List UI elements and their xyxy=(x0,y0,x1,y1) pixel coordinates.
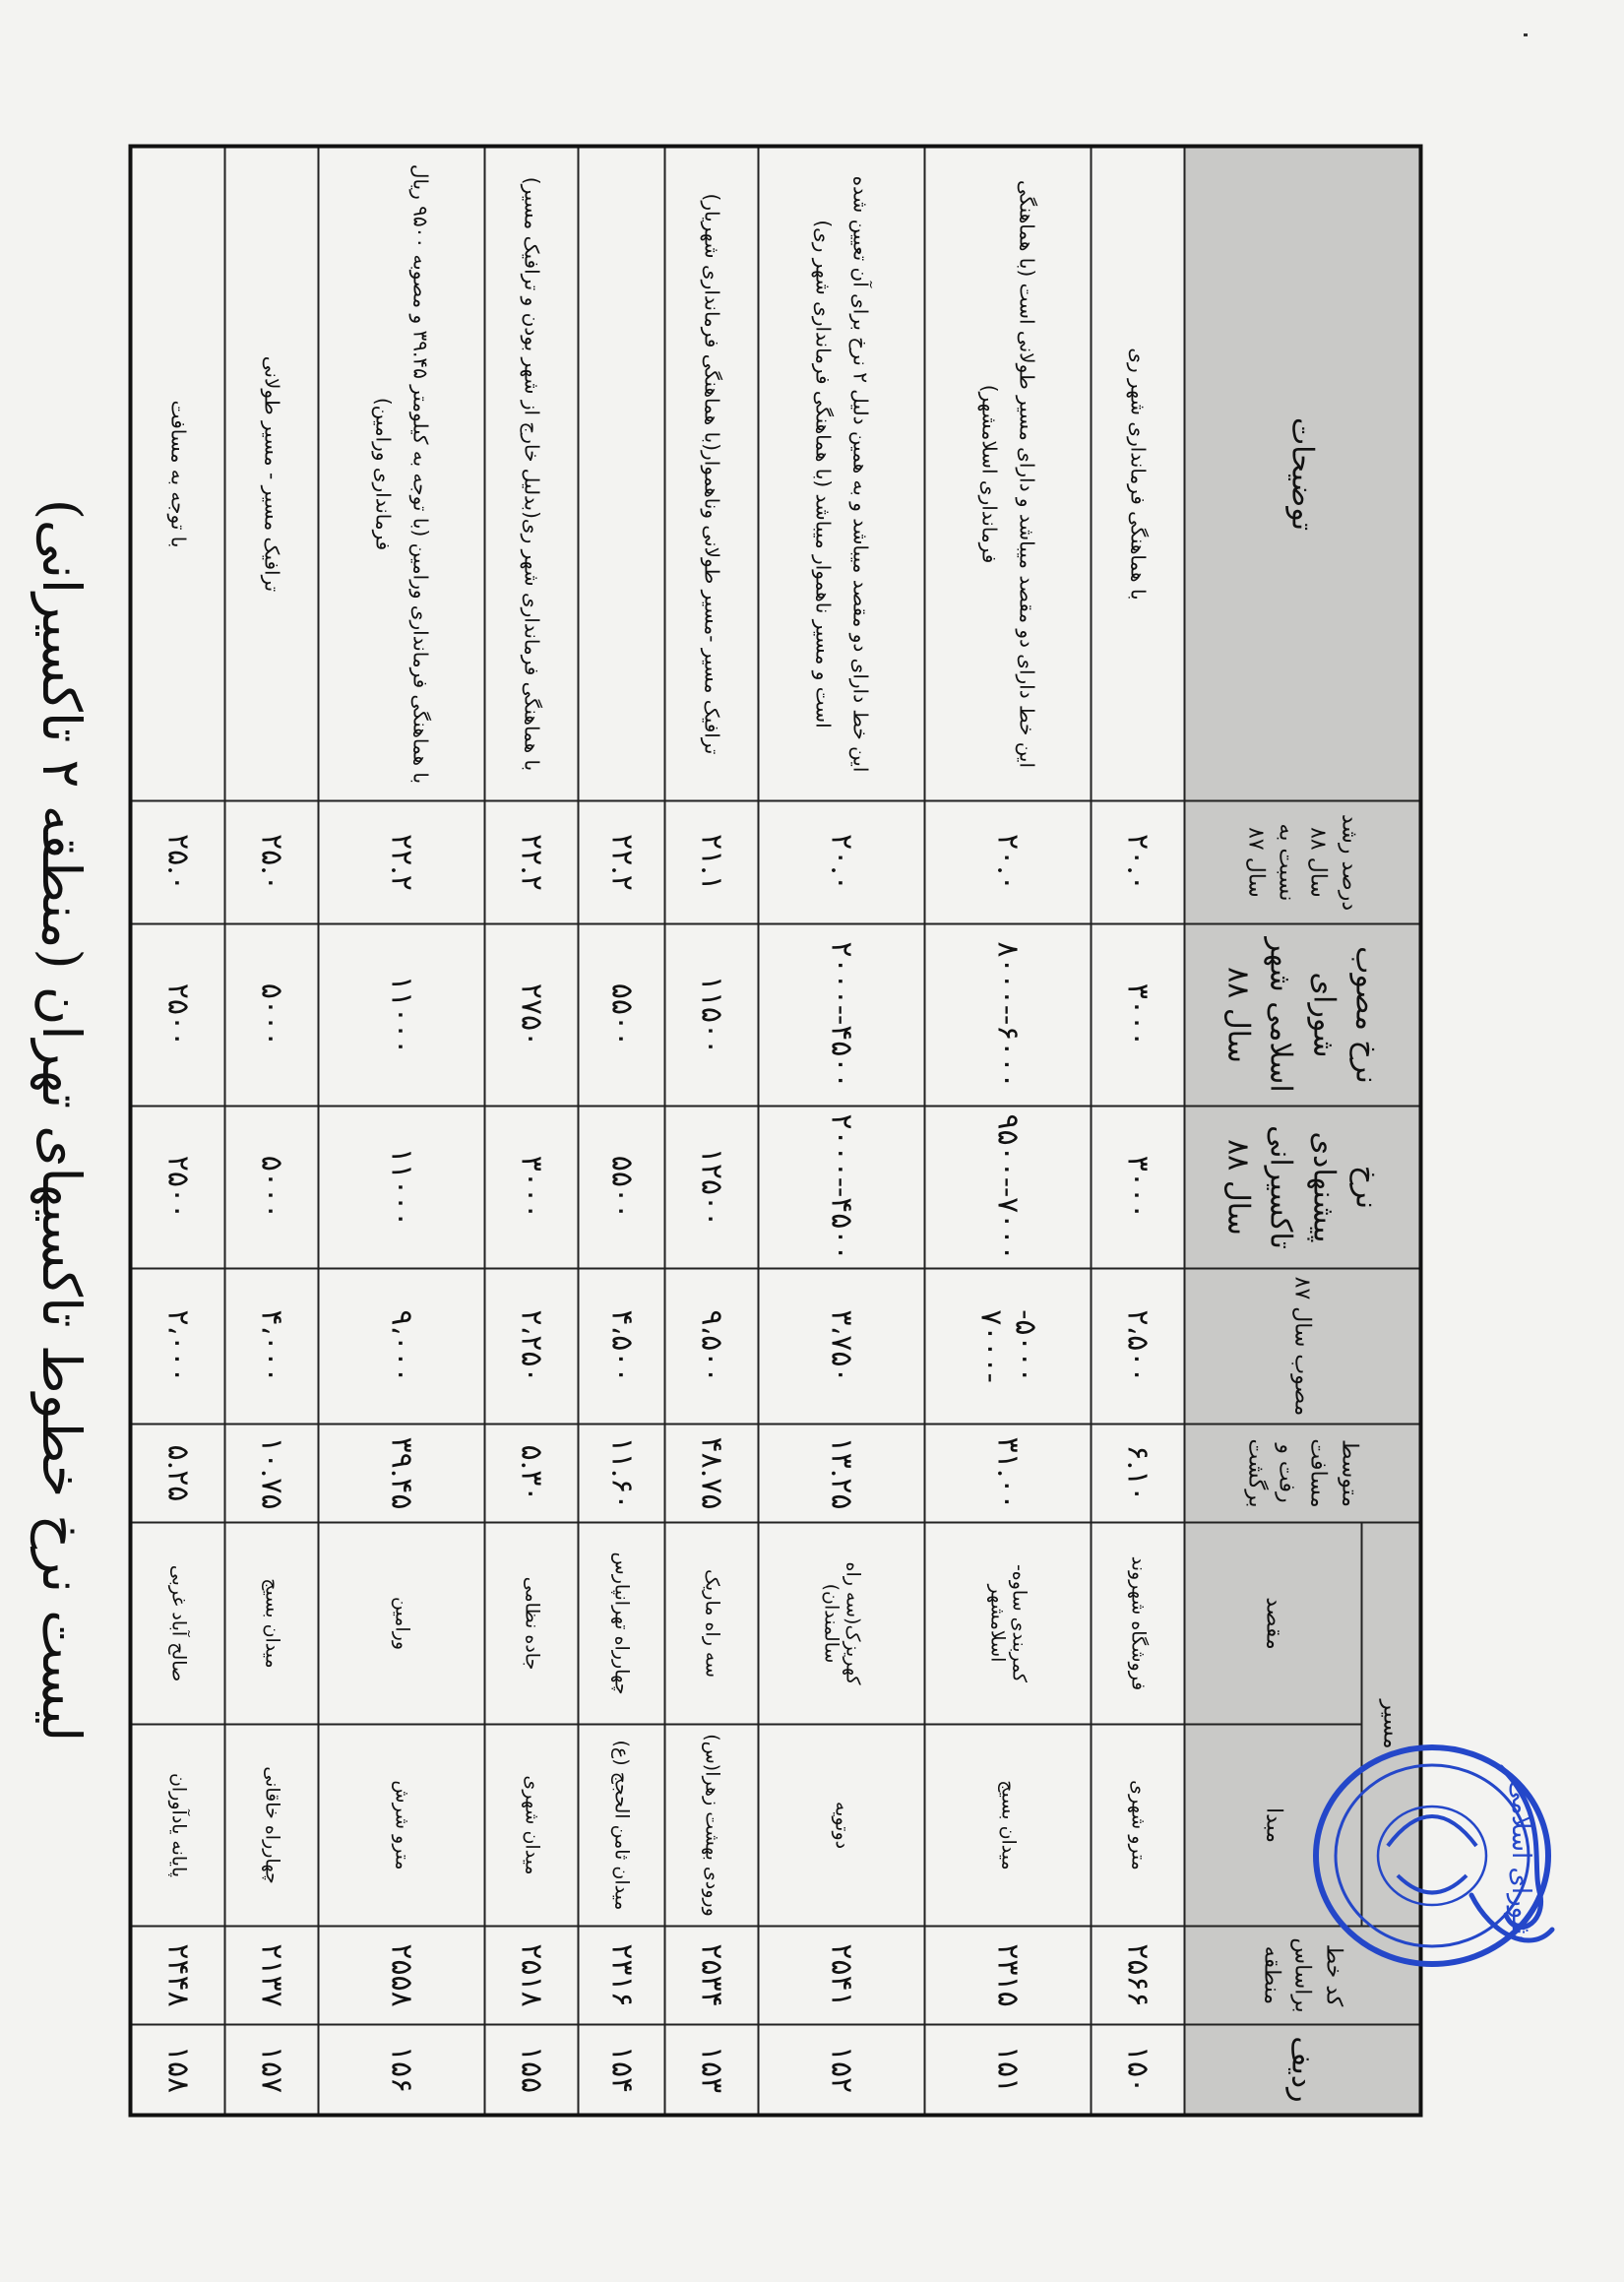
cell-approved-88: ۲۵۰۰ xyxy=(130,923,224,1106)
cell-origin: میدان شهری xyxy=(484,1724,578,1926)
cell-origin: میدان ثامن الحجج (ع) xyxy=(578,1724,665,1926)
cell-origin: میدان بسیج xyxy=(924,1724,1091,1926)
header-proposed-88: نرخ پیشنهادی تاکسیرانی سال ۸۸ xyxy=(1184,1106,1420,1268)
cell-line-code: ۲۵۱۸ xyxy=(484,1926,578,2024)
cell-origin: مترو شهری xyxy=(1092,1724,1185,1926)
cell-notes: این خط دارای دو مقصد میباشد و دارای مسیر طولانی است (با هماهنگی فرمانداری اسلامشهر) xyxy=(924,146,1091,800)
cell-destination: کهریزک(سه راه سالمندان) xyxy=(758,1522,924,1724)
cell-origin: دوتویه xyxy=(758,1724,924,1926)
cell-growth: ۲۲.۲ xyxy=(578,800,665,923)
cell-rate-87: ۲،۲۵۰ xyxy=(484,1268,578,1424)
table-container xyxy=(128,148,1422,2117)
header-approved-88: نرخ مصوب شورای اسلامی شهر سال ۸۸ xyxy=(1184,923,1420,1106)
cell-row-number: ۱۵۰ xyxy=(1092,2024,1185,2115)
cell-proposed-88: ۱۲۵۰۰ xyxy=(664,1106,758,1268)
cell-rate-87: ۳،۷۵۰ xyxy=(758,1268,924,1424)
cell-distance: ۳۹.۴۵ xyxy=(318,1424,484,1522)
cell-line-code: ۲۵۳۴ xyxy=(664,1926,758,2024)
cell-row-number: ۱۵۸ xyxy=(130,2024,224,2115)
cell-line-code: ۲۱۳۷ xyxy=(224,1926,318,2024)
cell-rate-87: ۲،۵۰۰ xyxy=(1092,1268,1185,1424)
cell-line-code: ۲۵۴۱ xyxy=(758,1926,924,2024)
cell-growth: ۲۵.۰ xyxy=(130,800,224,923)
cell-notes: با هماهنگی فرمانداری ورامین (با توجه به کیلومتر ۳۹.۴۵ و مصوبه ۹۵۰۰ ریال فرمانداری ورامین) xyxy=(318,146,484,800)
table-row xyxy=(924,146,1091,2115)
cell-distance: ۱۱.۶۰ xyxy=(578,1424,665,1522)
cell-approved-88: ۱۱۵۰۰ xyxy=(664,923,758,1106)
cell-notes: با هماهنگی فرمانداری شهر ری xyxy=(1092,146,1185,800)
table-row xyxy=(318,146,484,2115)
stamp-label: شورای اسلامی xyxy=(1506,1780,1535,1941)
cell-proposed-88: ۱۱۰۰۰ xyxy=(318,1106,484,1268)
header-row-number: ردیف xyxy=(1184,2024,1420,2115)
cell-row-number: ۱۵۶ xyxy=(318,2024,484,2115)
cell-line-code: ۲۴۴۸ xyxy=(130,1926,224,2024)
cell-destination: کمربندی ساوه-اسلامشهر xyxy=(924,1522,1091,1724)
cell-origin: پایانه یادآوران xyxy=(130,1724,224,1926)
cell-notes: این خط دارای دو مقصد میباشد و به همین دلیل ۲ نرخ برای آن تعیین شده است و مسیر ناهموار میباشد (با هماهنگی فرمانداری شهر ری) xyxy=(758,146,924,800)
header-destination: مقصد xyxy=(1184,1522,1361,1724)
cell-proposed-88: ۴۵۰۰--۲۰۰۰ xyxy=(758,1106,924,1268)
cell-destination: جاده نظامی xyxy=(484,1522,578,1724)
cell-destination: میدان بسیج xyxy=(224,1522,318,1724)
cell-line-code: ۲۵۶۶ xyxy=(1092,1926,1185,2024)
cell-approved-88: ۱۱۰۰۰ xyxy=(318,923,484,1106)
cell-rate-87: ۹،۰۰۰ xyxy=(318,1268,484,1424)
cell-proposed-88: ۵۵۰۰ xyxy=(578,1106,665,1268)
cell-line-code: ۲۳۱۵ xyxy=(924,1926,1091,2024)
header-line-code: کد خط براساس منطقه xyxy=(1184,1926,1420,2024)
cell-growth: ۲۱.۱ xyxy=(664,800,758,923)
header-rate-87: مصوب سال ۸۷ xyxy=(1184,1268,1420,1424)
cell-proposed-88: ۷۰۰۰--۹۵۰۰ xyxy=(924,1106,1091,1268)
header-notes: توضیحات xyxy=(1184,146,1420,800)
header-origin: مبدا xyxy=(1184,1724,1361,1926)
table-row xyxy=(130,146,224,2115)
cell-notes xyxy=(578,146,665,800)
header-route: مسیر xyxy=(1361,1522,1420,1926)
cell-origin: مترو شرش xyxy=(318,1724,484,1926)
cell-line-code: ۲۳۱۶ xyxy=(578,1926,665,2024)
page-title: لیست نرخ خطوط تاکسیهای تهران (منطقه ۲ تاکسیرانی) xyxy=(31,498,93,1743)
cell-notes: ترافیک مسیر -مسیر طولانی وناهموار(با هماهنگی فرمانداری شهریار) xyxy=(664,146,758,800)
cell-origin: چهارراه خاقانی xyxy=(224,1724,318,1926)
cell-rate-87: ۲،۰۰۰ xyxy=(130,1268,224,1424)
table-body xyxy=(130,146,1184,2115)
scan-speck xyxy=(1524,33,1528,36)
cell-approved-88: ۴۵۰۰--۲۰۰۰ xyxy=(758,923,924,1106)
cell-growth: ۲۵.۰ xyxy=(224,800,318,923)
cell-distance: ۱۳.۲۵ xyxy=(758,1424,924,1522)
cell-proposed-88: ۲۵۰۰ xyxy=(130,1106,224,1268)
cell-proposed-88: ۳۰۰۰ xyxy=(1092,1106,1185,1268)
cell-notes: ترافیک مسیر - مسیر طولانی xyxy=(224,146,318,800)
cell-row-number: ۱۵۷ xyxy=(224,2024,318,2115)
rates-table xyxy=(128,144,1422,2117)
cell-growth: ۲۲.۲ xyxy=(484,800,578,923)
cell-proposed-88: ۵۰۰۰ xyxy=(224,1106,318,1268)
cell-approved-88: ۲۷۵۰ xyxy=(484,923,578,1106)
cell-approved-88: ۵۰۰۰ xyxy=(224,923,318,1106)
cell-destination: چهارراه تهرانپارس xyxy=(578,1522,665,1724)
cell-approved-88: ۶۰۰۰--۸۰۰۰ xyxy=(924,923,1091,1106)
cell-distance: ۳۱.۰۰ xyxy=(924,1424,1091,1522)
cell-growth: ۲۲.۲ xyxy=(318,800,484,923)
cell-distance: ۴۸.۷۵ xyxy=(664,1424,758,1522)
cell-row-number: ۱۵۳ xyxy=(664,2024,758,2115)
cell-growth: ۲۰.۰ xyxy=(924,800,1091,923)
table-row xyxy=(1092,146,1185,2115)
cell-approved-88: ۳۰۰۰ xyxy=(1092,923,1185,1106)
header-growth: درصد رشد سال ۸۸ نسبت به سال ۸۷ xyxy=(1184,800,1420,923)
cell-destination: صالح آباد غربی xyxy=(130,1522,224,1724)
cell-rate-87: ۴،۵۰۰ xyxy=(578,1268,665,1424)
table-row xyxy=(484,146,578,2115)
cell-distance: ۶.۱۰ xyxy=(1092,1424,1185,1522)
table-row xyxy=(758,146,924,2115)
cell-destination: سه راه ماریک xyxy=(664,1522,758,1724)
cell-proposed-88: ۳۰۰۰ xyxy=(484,1106,578,1268)
cell-rate-87: ۴،۰۰۰ xyxy=(224,1268,318,1424)
cell-distance: ۵.۳۰ xyxy=(484,1424,578,1522)
table-row xyxy=(224,146,318,2115)
cell-rate-87: ۵۰۰۰--۷۰۰۰ xyxy=(924,1268,1091,1424)
cell-destination: ورامین xyxy=(318,1522,484,1724)
cell-approved-88: ۵۵۰۰ xyxy=(578,923,665,1106)
cell-row-number: ۱۵۴ xyxy=(578,2024,665,2115)
cell-origin: ورودی بهشت زهرا(س) xyxy=(664,1724,758,1926)
cell-growth: ۲۰.۰ xyxy=(1092,800,1185,923)
cell-notes: با هماهنگی فرمانداری شهر ری(بدلیل خارج از شهر بودن و ترافیک مسیر) xyxy=(484,146,578,800)
cell-row-number: ۱۵۵ xyxy=(484,2024,578,2115)
cell-rate-87: ۹،۵۰۰ xyxy=(664,1268,758,1424)
cell-distance: ۵.۲۵ xyxy=(130,1424,224,1522)
cell-growth: ۲۰.۰ xyxy=(758,800,924,923)
header-distance: متوسط مسافت رفت و برگشت xyxy=(1184,1424,1420,1522)
cell-row-number: ۱۵۲ xyxy=(758,2024,924,2115)
table-row xyxy=(578,146,665,2115)
cell-line-code: ۲۵۵۸ xyxy=(318,1926,484,2024)
cell-notes: با توجه به مسافت xyxy=(130,146,224,800)
cell-destination: فروشگاه شهروند xyxy=(1092,1522,1185,1724)
cell-distance: ۱۰.۷۵ xyxy=(224,1424,318,1522)
cell-row-number: ۱۵۱ xyxy=(924,2024,1091,2115)
table-row xyxy=(664,146,758,2115)
